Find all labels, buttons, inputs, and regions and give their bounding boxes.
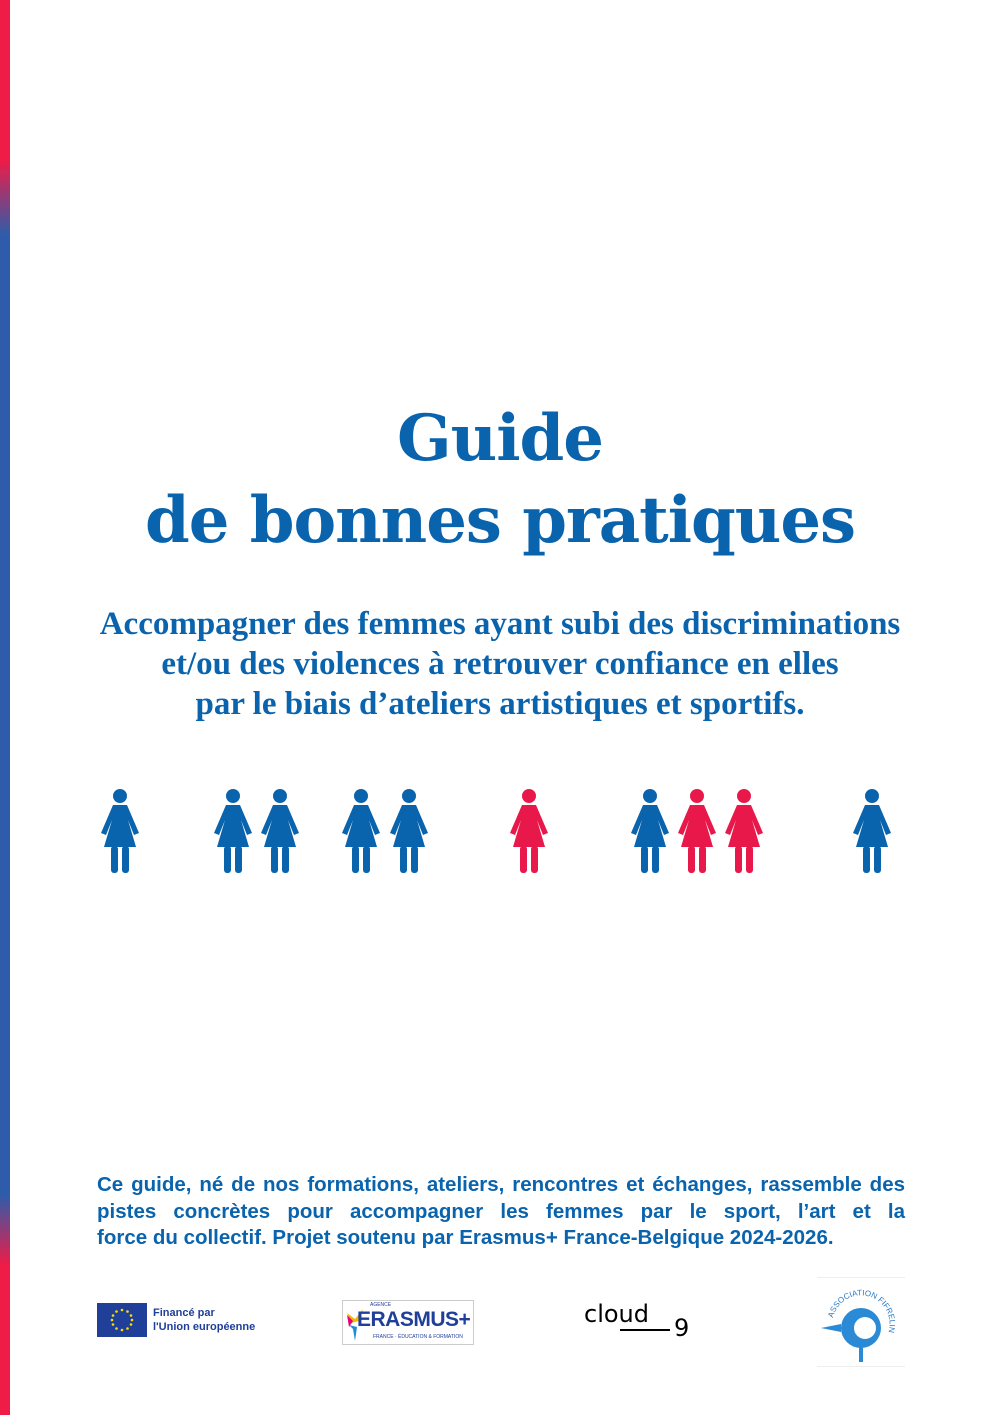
description-last-line: force du collectif. Projet soutenu par Erasmus+ France-Belgique 2024-2026.: [97, 1226, 834, 1249]
description-text: [97, 1172, 905, 1252]
cloud9-logo: [584, 1300, 694, 1342]
erasmus-name: ERASMUS+: [357, 1308, 471, 1331]
association-logo: [817, 1277, 905, 1367]
subtitle-line-2: et/ou des violences à retrouver confiance en elles: [161, 646, 839, 682]
woman-figure-icon-red: [677, 789, 717, 873]
association-name: ASSOCIATION FIFRELIN: [826, 1288, 897, 1334]
cloud9-underline: [620, 1329, 670, 1331]
erasmus-sub: FRANCE · ÉDUCATION & FORMATION: [373, 1334, 463, 1340]
erasmus-logo: [342, 1300, 474, 1345]
cloud9-word: cloud: [584, 1300, 649, 1328]
subtitle: [0, 604, 1000, 724]
title-line-1: Guide: [397, 401, 603, 476]
cloud9-number: 9: [674, 1314, 690, 1342]
eu-line-1: Financé par: [153, 1307, 215, 1319]
eu-line-2: l'Union européenne: [153, 1321, 256, 1333]
description-body: Ce guide, né de nos formations, ateliers, rencontres et échanges, rassemble des pistes concrètes pour accompagner les femmes par le sport, l’art et la: [97, 1173, 905, 1223]
eu-flag-icon: [97, 1303, 147, 1337]
woman-figure-icon-blue: [389, 789, 429, 873]
woman-figure-icon-blue: [852, 789, 892, 873]
subtitle-line-1: Accompagner des femmes ayant subi des discriminations: [99, 606, 901, 642]
woman-figure-icon-blue: [213, 789, 253, 873]
eu-logo: [97, 1303, 255, 1337]
woman-figure-icon-blue: [630, 789, 670, 873]
title-line-2: de bonnes pratiques: [144, 483, 856, 558]
woman-figure-icon-red: [509, 789, 549, 873]
woman-figure-icon-blue: [260, 789, 300, 873]
woman-figure-icon-blue: [341, 789, 381, 873]
woman-figure-icon-blue: [100, 789, 140, 873]
page-title: [0, 398, 1000, 562]
woman-figure-icon-red: [724, 789, 764, 873]
subtitle-line-3: par le biais d’ateliers artistiques et sportifs.: [195, 686, 805, 722]
erasmus-agence: AGENCE: [370, 1302, 392, 1308]
